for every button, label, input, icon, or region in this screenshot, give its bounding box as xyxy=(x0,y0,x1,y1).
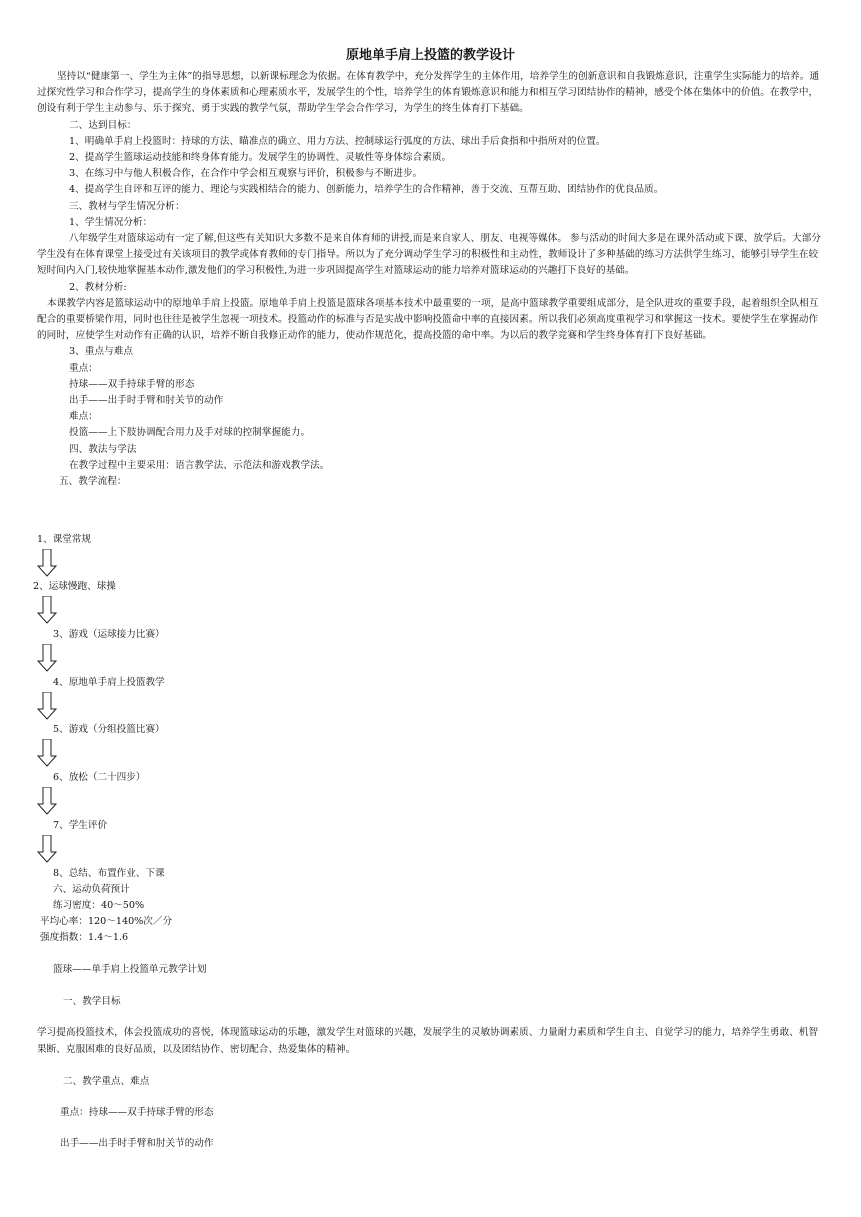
key-points-label: 重点： xyxy=(69,362,98,374)
unit-key-point: 重点：持球——双手持球手臂的形态 xyxy=(60,1107,214,1118)
flow-step: 5、游戏（分组投篮比赛） xyxy=(53,724,165,735)
down-arrow-icon xyxy=(37,596,57,624)
goal-item: 2、提高学生篮球运动技能和终身体育能力。发展学生的协调性、灵敏性等身体综合素质。 xyxy=(69,152,452,164)
down-arrow-icon xyxy=(37,835,57,863)
down-arrow-icon xyxy=(37,549,57,577)
unit-key-point: 出手——出手时手臂和肘关节的动作 xyxy=(60,1138,214,1149)
key-point: 出手——出手时手臂和肘关节的动作 xyxy=(69,395,224,407)
unit-plan-title: 篮球——单手肩上投篮单元教学计划 xyxy=(53,964,207,975)
section-heading-methods: 四、教法与学法 xyxy=(69,443,137,455)
practice-density: 练习密度：40～50% xyxy=(53,900,145,911)
unit-key-heading: 二、教学重点、难点 xyxy=(63,1076,150,1087)
unit-goal-heading: 一、教学目标 xyxy=(63,996,121,1007)
student-analysis-heading: 1、学生情况分析： xyxy=(69,216,153,228)
section-heading-goals: 二、达到目标： xyxy=(69,119,137,131)
flow-step: 1、课堂常规 xyxy=(37,534,92,545)
down-arrow-icon xyxy=(37,692,57,720)
methods-text: 在教学过程中主要采用：语言教学法、示范法和游戏教学法。 xyxy=(69,459,330,471)
flow-step: 3、游戏（运球接力比赛） xyxy=(53,629,165,640)
flow-step: 2、运球慢跑、球操 xyxy=(33,581,116,592)
difficulty-point: 投篮——上下肢协调配合用力及手对球的控制掌握能力。 xyxy=(69,427,311,439)
average-heart-rate: 平均心率：120～140%次／分 xyxy=(40,916,173,927)
section-heading-flow: 五、教学流程： xyxy=(59,476,127,488)
lesson-design-body xyxy=(37,69,827,490)
goal-item: 1、明确单手肩上投篮时：持球的方法、瞄准点的确立、用力方法、控制球运行弧度的方法、球出手后食指和中指所对的位置。 xyxy=(69,135,606,147)
unit-goal-text: 学习提高投篮技术，体会投篮成功的喜悦，体现篮球运动的乐趣，激发学生对篮球的兴趣，发展学生的灵敏协调素质、力量耐力素质和学生自主、自觉学习的能力，培养学生勇敢、机智果断、克服困难的良好品质，以及团结协作、密切配合、热爱集体的精神。 xyxy=(37,1027,819,1055)
flow-step: 6、放松（二十四步） xyxy=(53,772,146,783)
difficulty-label: 难点： xyxy=(69,411,98,423)
document-title: 原地单手肩上投篮的教学设计 xyxy=(345,48,515,63)
intro-paragraph: 坚持以“健康第一、学生为主体”的指导思想，以新课标理念为依据。在体育教学中，充分发挥学生的主体作用，培养学生的创新意识和自我锻炼意识，注重学生实际能力的培养。通过探究性学习和合作学习，提高学生的身体素质和心理素质水平，发展学生的个性，培养学生的体育锻炼意识和能力和相互学习团结协作的精神，感受个体在集体中的价值。在教学中，创设有利于学生主动参与、乐于探究、勇于实践的教学气氛，帮助学生学会合作学习，为学生的终生体育打下基础。 xyxy=(37,71,820,115)
flow-step: 8、总结、布置作业、下课 xyxy=(53,868,165,879)
section-heading-load: 六、运动负荷预计 xyxy=(53,884,130,895)
flow-step: 4、原地单手肩上投篮教学 xyxy=(53,677,165,688)
down-arrow-icon xyxy=(37,787,57,815)
key-point: 持球——双手持球手臂的形态 xyxy=(69,378,195,390)
flow-step: 7、学生评价 xyxy=(53,820,108,831)
down-arrow-icon xyxy=(37,739,57,767)
student-analysis-text: 八年级学生对篮球运动有一定了解,但这些有关知识大多数不是来自体育师的讲授,而是来自家人、朋友、电视等媒体。 参与活动的时间大多是在课外活动或下课、放学后。大部分学生没有在体育课堂上接受过有关该项目的教学或体育教师的专门指导。所以为了充分调动学生学习的积极性和主动性，教师设计了多种基础的练习方法供学生练习，能够引导学生在较短时间内入门,较快地掌握基本动作,激发他们的学习积极性,为进一步巩固提高学生对篮球运动的能力培养对篮球运动的兴趣打下良好的基础。 xyxy=(37,233,821,277)
section-heading-analysis: 三、教材与学生情况分析： xyxy=(69,200,185,212)
goal-item: 4、提高学生自评和互评的能力、理论与实践相结合的能力、创新能力，培养学生的合作精神，善于交流、互帮互助、团结协作的优良品质。 xyxy=(69,184,664,196)
intensity-index: 强度指数：1.4～1.6 xyxy=(40,932,129,943)
down-arrow-icon xyxy=(37,644,57,672)
material-analysis-text: 本课教学内容是篮球运动中的原地单手肩上投篮。原地单手肩上投篮是篮球各项基本技术中最重要的一项，是高中篮球教学重要组成部分，是全队进攻的重要手段，起着组织全队相互配合的重要桥梁作用，同时也往往是被学生忽视一项技术。投篮动作的标准与否是实战中影响投篮命中率的直接因素。所以我们必须高度重视学习和掌握这一技术。要使学生在掌握动作的同时，应使学生对动作有正确的认识，培养不断自我修正动作的能力，使动作规范化，提高投篮的命中率。为以后的教学竞赛和学生终身体育打下良好基础。 xyxy=(37,297,819,342)
goal-item: 3、在练习中与他人积极合作，在合作中学会相互观察与评价，积极参与不断进步。 xyxy=(69,168,423,180)
material-analysis-heading: 2、教材分析: xyxy=(69,281,127,293)
key-difficulty-heading: 3、重点与难点 xyxy=(69,346,134,358)
